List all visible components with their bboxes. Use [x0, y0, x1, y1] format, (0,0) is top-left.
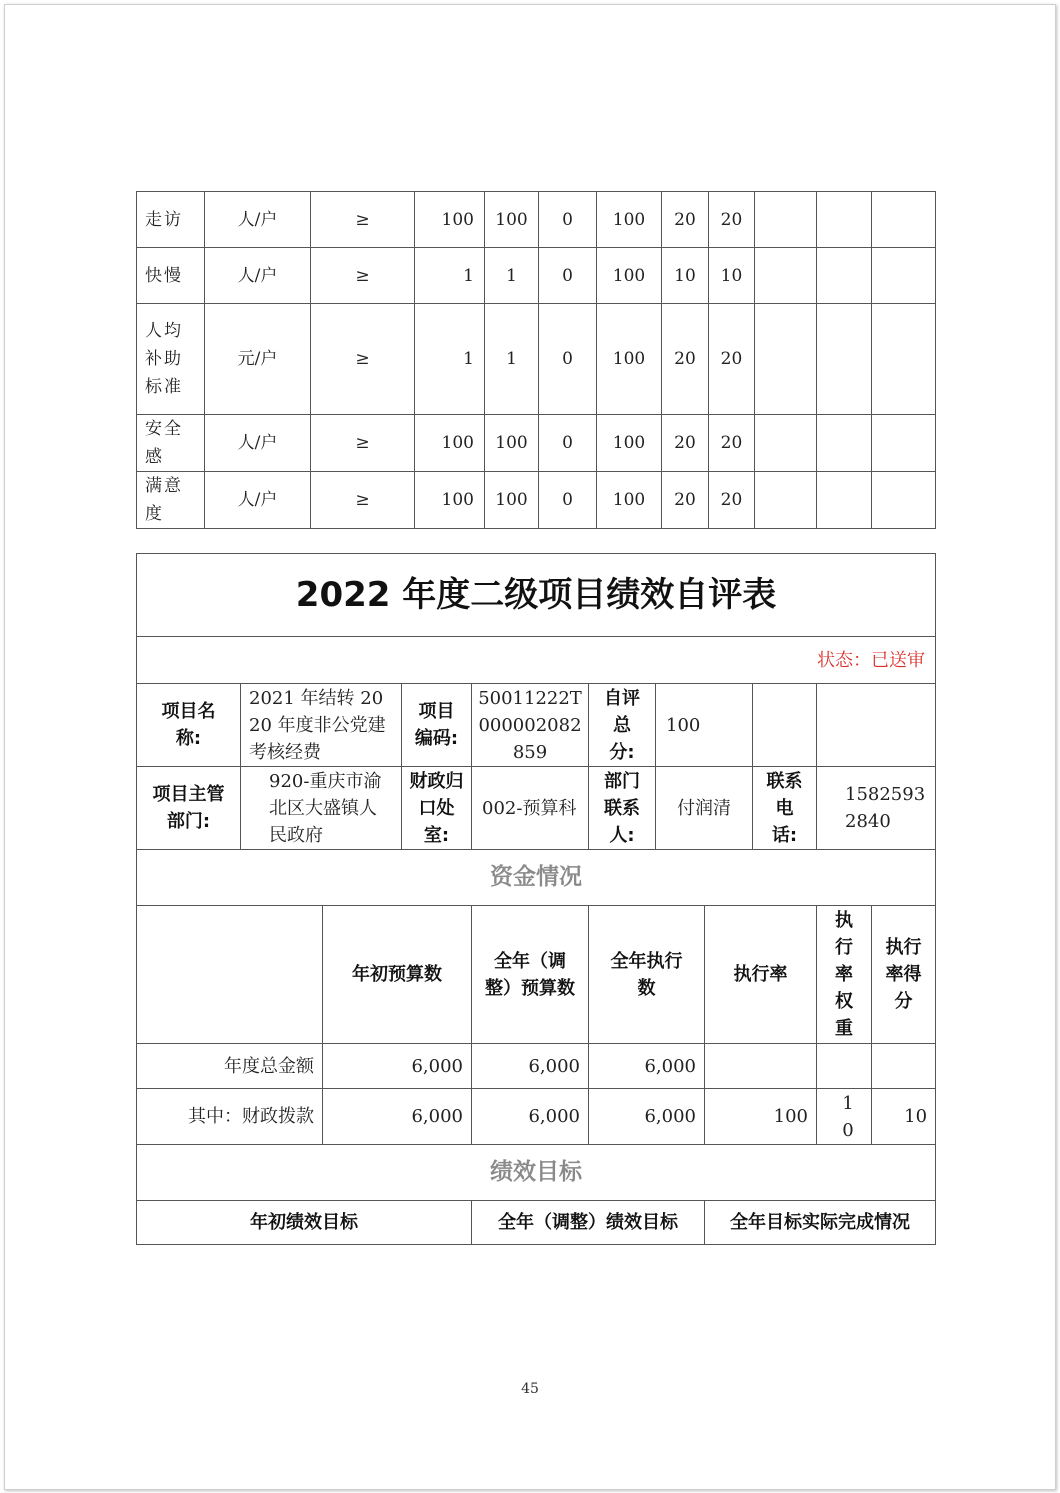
- budget-initial-value: 6,000: [323, 1044, 472, 1089]
- col-exec-weight: 执行率权重: [817, 906, 872, 1044]
- indicator-operator: ≥: [311, 415, 415, 472]
- indicator-deviation: 0: [539, 248, 597, 304]
- empty-cell: [137, 906, 323, 1044]
- budget-adjusted-value: 6,000: [472, 1044, 589, 1089]
- empty-cell: [755, 415, 817, 472]
- indicator-unit: 元/户: [205, 304, 311, 415]
- page-number: 45: [521, 1381, 539, 1397]
- indicator-weight: 20: [662, 415, 709, 472]
- funds-row-label: 其中：财政拨款: [137, 1089, 323, 1145]
- col-budget-initial: 年初预算数: [323, 906, 472, 1044]
- indicator-deviation: 0: [539, 304, 597, 415]
- indicator-deviation: 0: [539, 192, 597, 248]
- indicator-target: 100: [415, 192, 485, 248]
- empty-cell: [755, 248, 817, 304]
- phone-value: 15825932840: [817, 767, 936, 850]
- phone-label: 联系电话:: [753, 767, 817, 850]
- funds-row: [137, 1089, 936, 1145]
- indicator-target: 1: [415, 248, 485, 304]
- total-score-value: 100: [656, 684, 753, 767]
- indicator-rate: 100: [597, 472, 662, 529]
- indicator-table: [136, 191, 936, 529]
- indicator-name: 人均补助标准: [137, 304, 205, 415]
- indicator-row: [137, 472, 936, 529]
- empty-cell: [817, 192, 872, 248]
- indicator-actual: 1: [485, 304, 539, 415]
- empty-cell: [872, 472, 936, 529]
- indicator-rate: 100: [597, 192, 662, 248]
- funds-row: [137, 1044, 936, 1089]
- funds-row-label: 年度总金额: [137, 1044, 323, 1089]
- indicator-actual: 100: [485, 415, 539, 472]
- indicator-deviation: 0: [539, 415, 597, 472]
- indicator-rate: 100: [597, 248, 662, 304]
- indicator-operator: ≥: [311, 192, 415, 248]
- status-badge: 状态：已送审: [137, 637, 936, 684]
- funds-section-title: 资金情况: [137, 850, 936, 906]
- contact-value: 付润清: [656, 767, 753, 850]
- project-name-label: 项目名称:: [137, 684, 241, 767]
- project-code-value: 50011222T000002082859: [472, 684, 589, 767]
- indicator-row: [137, 415, 936, 472]
- exec-weight-value: 10: [817, 1089, 872, 1145]
- project-code-label: 项目编码:: [402, 684, 472, 767]
- indicator-actual: 100: [485, 472, 539, 529]
- empty-cell: [755, 304, 817, 415]
- goals-section-title: 绩效目标: [137, 1145, 936, 1201]
- indicator-name: 满意度: [137, 472, 205, 529]
- indicator-unit: 人/户: [205, 472, 311, 529]
- empty-cell: [753, 684, 817, 767]
- budget-adjusted-value: 6,000: [472, 1089, 589, 1145]
- indicator-actual: 1: [485, 248, 539, 304]
- indicator-operator: ≥: [311, 304, 415, 415]
- col-budget-adjusted: 全年（调整）预算数: [472, 906, 589, 1044]
- empty-cell: [755, 472, 817, 529]
- indicator-score: 20: [709, 304, 755, 415]
- col-goal-completion: 全年目标实际完成情况: [705, 1201, 936, 1245]
- empty-cell: [817, 472, 872, 529]
- contact-label: 部门联系人:: [589, 767, 656, 850]
- exec-weight-value: [817, 1044, 872, 1089]
- dept-value: 920-重庆市渝北区大盛镇人民政府: [241, 767, 402, 850]
- budget-initial-value: 6,000: [323, 1089, 472, 1145]
- indicator-row: [137, 192, 936, 248]
- dept-label: 项目主管部门:: [137, 767, 241, 850]
- total-score-label: 自评总分:: [589, 684, 656, 767]
- empty-cell: [817, 304, 872, 415]
- indicator-unit: 人/户: [205, 248, 311, 304]
- indicator-operator: ≥: [311, 472, 415, 529]
- indicator-weight: 10: [662, 248, 709, 304]
- indicator-target: 1: [415, 304, 485, 415]
- indicator-rate: 100: [597, 304, 662, 415]
- exec-rate-value: [705, 1044, 817, 1089]
- indicator-actual: 100: [485, 192, 539, 248]
- indicator-weight: 20: [662, 472, 709, 529]
- executed-value: 6,000: [589, 1089, 705, 1145]
- empty-cell: [872, 248, 936, 304]
- indicator-row: [137, 304, 936, 415]
- indicator-rate: 100: [597, 415, 662, 472]
- col-exec-rate: 执行率: [705, 906, 817, 1044]
- indicator-name: 快慢: [137, 248, 205, 304]
- indicator-target: 100: [415, 415, 485, 472]
- empty-cell: [817, 684, 936, 767]
- empty-cell: [872, 415, 936, 472]
- indicator-score: 20: [709, 415, 755, 472]
- indicator-score: 20: [709, 472, 755, 529]
- indicator-unit: 人/户: [205, 415, 311, 472]
- empty-cell: [817, 415, 872, 472]
- finance-office-value: 002-预算科: [472, 767, 589, 850]
- executed-value: 6,000: [589, 1044, 705, 1089]
- indicator-operator: ≥: [311, 248, 415, 304]
- indicator-name: 走访: [137, 192, 205, 248]
- form-title: 2022 年度二级项目绩效自评表: [137, 554, 936, 637]
- indicator-weight: 20: [662, 192, 709, 248]
- col-initial-goal: 年初绩效目标: [137, 1201, 472, 1245]
- self-evaluation-form: [136, 553, 936, 1245]
- indicator-score: 20: [709, 192, 755, 248]
- project-name-value: 2021 年结转 2020 年度非公党建考核经费: [241, 684, 402, 767]
- indicator-target: 100: [415, 472, 485, 529]
- empty-cell: [872, 192, 936, 248]
- indicator-deviation: 0: [539, 472, 597, 529]
- finance-office-label: 财政归口处室:: [402, 767, 472, 850]
- col-exec-score: 执行率得分: [872, 906, 936, 1044]
- indicator-score: 10: [709, 248, 755, 304]
- exec-rate-value: 100: [705, 1089, 817, 1145]
- indicator-name: 安全感: [137, 415, 205, 472]
- indicator-weight: 20: [662, 304, 709, 415]
- empty-cell: [755, 192, 817, 248]
- empty-cell: [872, 304, 936, 415]
- indicator-unit: 人/户: [205, 192, 311, 248]
- exec-score-value: 10: [872, 1089, 936, 1145]
- col-adjusted-goal: 全年（调整）绩效目标: [472, 1201, 705, 1245]
- indicator-row: [137, 248, 936, 304]
- exec-score-value: [872, 1044, 936, 1089]
- empty-cell: [817, 248, 872, 304]
- col-executed: 全年执行数: [589, 906, 705, 1044]
